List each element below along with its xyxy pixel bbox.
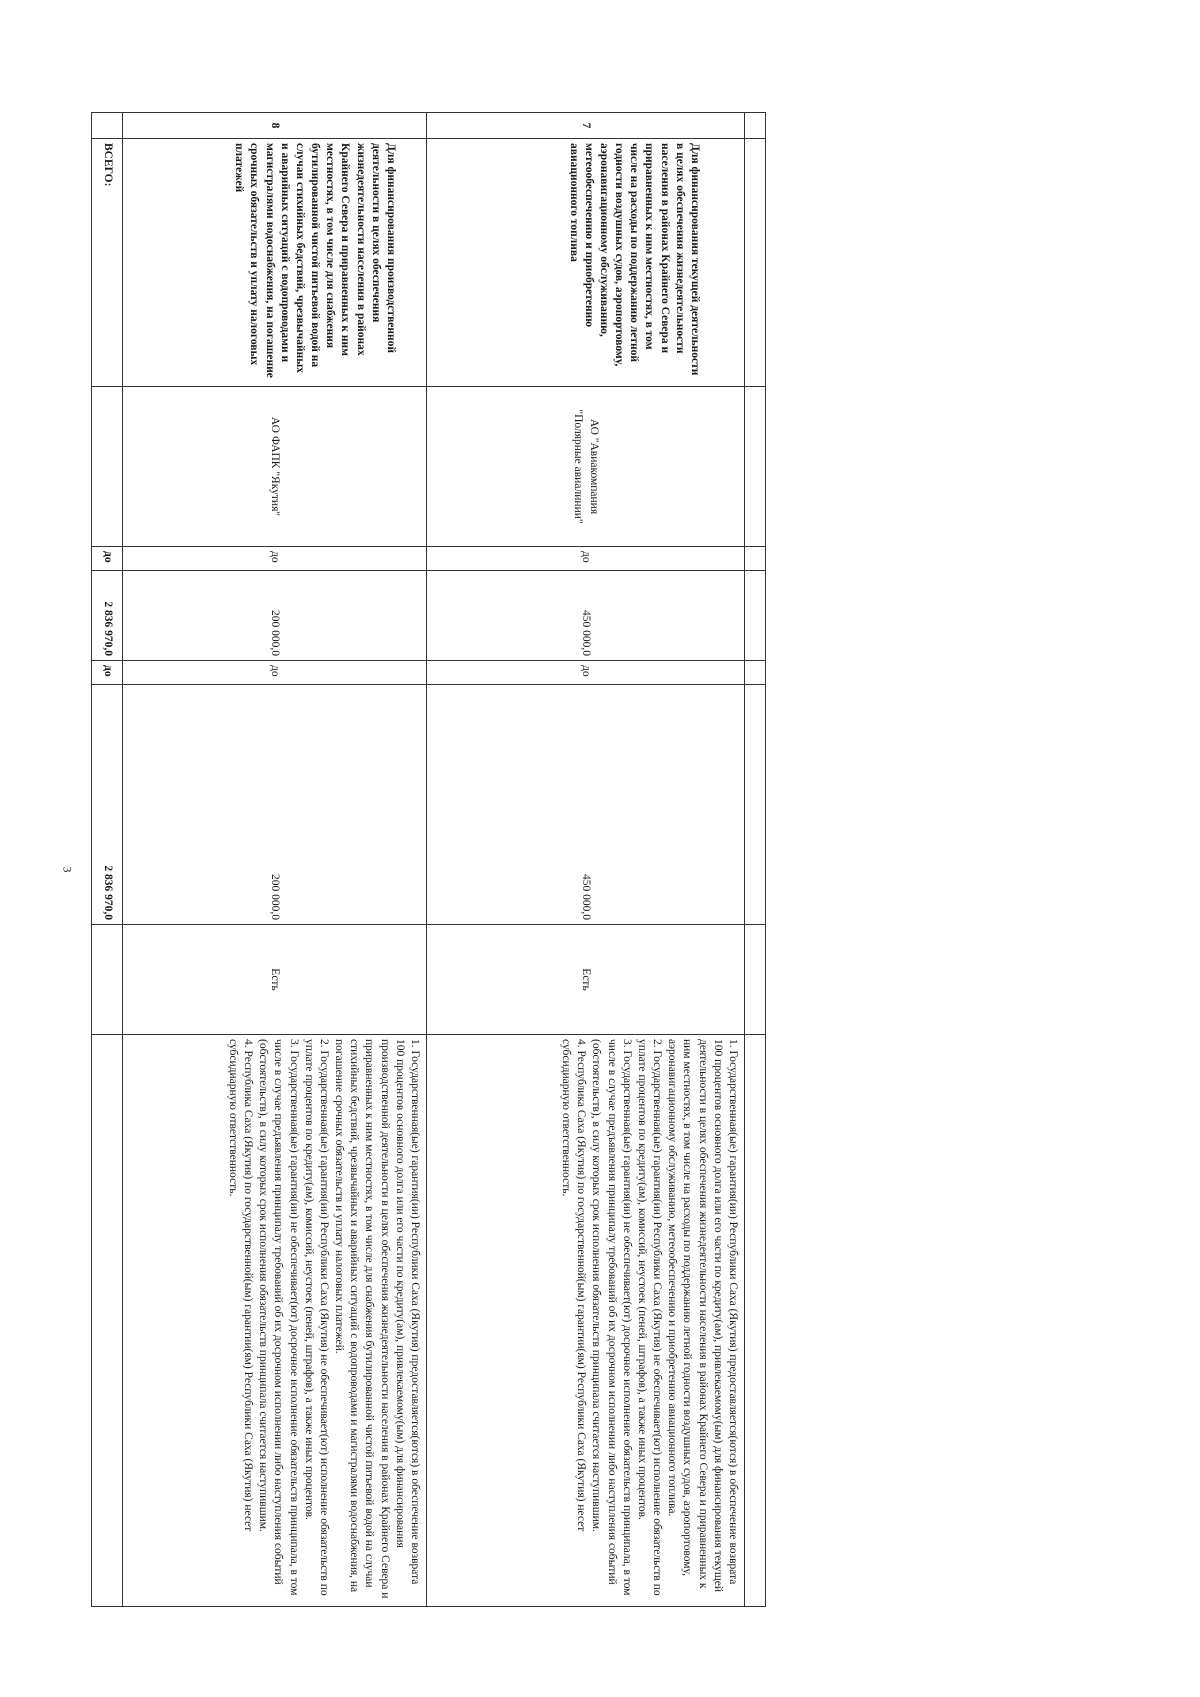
total-guarantee-amount: 450 000,0	[427, 685, 745, 925]
table-row	[123, 113, 427, 1607]
total-blank	[92, 1035, 123, 1607]
total-blank	[92, 113, 123, 139]
header-cell	[745, 661, 766, 685]
recourse-cell: Есть	[123, 925, 427, 1035]
row-number: 7	[427, 113, 745, 139]
recourse-cell: Есть	[427, 925, 745, 1035]
upto-label: до	[92, 547, 123, 571]
condition-item: 4. Республика Саха (Якутия) по государственной(ым) гарантии(ям) Республики Саха (Якутия) несет субсидиарную ответственность.	[226, 1039, 255, 1532]
condition-item: 4. Республика Саха (Якутия) по государственной(ым) гарантии(ям) Республики Саха (Якутия) несет субсидиарную ответственность.	[560, 1039, 588, 1532]
condition-item: 2. Государственная(ые) гарантия(ии) Республики Саха (Якутия) не обеспечивает(ют) исполнение обязательств по уплате процентов по кредиту(ам), комиссий, неустоек (пеней, штрафов), а также иных процентов.	[635, 1039, 664, 1596]
condition-item: 3. Государственная(ые) гарантия(ии) не обеспечивает(ют) досрочное исполнение обязательств принципала, в том числе в случае предъявления принципалу требований об их досрочном исполнении либо наступления событий (обстоятельств), в силу которых срок исполнения обязательств принципала считается наступившим.	[590, 1039, 633, 1596]
total-label: ВСЕГО:	[92, 139, 123, 387]
header-cell	[745, 139, 766, 387]
borrower-cell: АО ФАПК "Якутия"	[123, 387, 427, 547]
purpose-cell: Для финансирования производственной деятельности в целях обеспечения жизнедеятельности населения в районах Крайнего Севера и приравненных к ним местностях, в том числе для снабжения бутилированной чистой питьевой водой на случаи стихийных бедствий, чрезвычайных и аварийных ситуаций с водопроводами и магистралями водоснабжения, на погашение срочных обязательств и уплату налоговых платежей	[123, 139, 427, 387]
total-blank	[92, 387, 123, 547]
upto-label: до	[123, 547, 427, 571]
conditions-cell	[123, 1035, 427, 1607]
condition-item: 3. Государственная(ые) гарантия(ии) не обеспечивает(ют) досрочное исполнение обязательств принципала, в том числе в случае предъявления принципалу требований об их досрочном исполнении либо наступления событий (обстоятельств), в силу которых срок исполнения обязательств принципала считается наступившим.	[257, 1039, 300, 1596]
upto-label: до	[427, 547, 745, 571]
total-amount: 2 836 970,0	[92, 571, 123, 661]
total-blank	[92, 925, 123, 1035]
header-cell	[745, 1035, 766, 1607]
page-number: 3	[60, 866, 75, 873]
purpose-cell: Для финансирования текущей деятельности в целях обеспечения жизнедеятельности населения в районах Крайнего Севера и приравненных к ним местностях, в том числе на расходы по поддержанию летной годности воздушных судов, аэропортовому, аэронавигационному обслуживанию, метеообеспечению и приобретению авиационного топлива	[427, 139, 745, 387]
header-cell	[745, 113, 766, 139]
upto-label: до	[427, 661, 745, 685]
conditions-cell	[427, 1035, 745, 1607]
table-header-stub	[745, 113, 766, 1607]
header-cell	[745, 571, 766, 661]
condition-item: 2. Государственная(ые) гарантия(ии) Республики Саха (Якутия) не обеспечивает(ют) исполнение обязательств по уплате процентов по кредиту(ам), комиссий, неустоек (пеней, штрафов), а также иных процентов.	[302, 1039, 330, 1596]
total-guarantee-sum: 2 836 970,0	[92, 685, 123, 925]
condition-item: 1. Государственная(ые) гарантия(ии) Республики Саха (Якутия) предоставляется(ются) в обеспечение возврата 100 процентов основного долга или его части по кредиту(ам), привлекаемому(ым) для финансирования текущей деятельности в целях обеспечения жизнедеятельности населения в районах Крайнего Севера и приравненных к ним местностях, в том числе на расходы по поддержанию летной годности воздушных судов, аэропортовому, аэронавигационному обслуживанию, метеообеспечению и приобретению авиационного топлива.	[666, 1039, 739, 1593]
condition-item: 1. Государственная(ые) гарантия(ии) Республики Саха (Якутия) предоставляется(ются) в обеспечение возврата 100 процентов основного долга или его части по кредиту(ам), привлекаемому(ым) для финансирования производственной деятельности в целях обеспечения жизнедеятельности населения в районах Крайнего Севера и приравненных к ним местностях, в том числе для снабжения бутилированной чистой питьевой водой на случаи стихийных бедствий, чрезвычайных и аварийных ситуаций с водопроводами и магистралями водоснабжения, на погашение срочных обязательств и уплату налоговых платежей.	[333, 1039, 421, 1599]
rotated-table	[101, 112, 766, 1606]
header-cell	[745, 925, 766, 1035]
rotated-table-wrapper	[101, 112, 766, 1606]
guarantee-amount: 200 000,0	[123, 571, 427, 661]
guarantee-amount: 450 000,0	[427, 571, 745, 661]
header-cell	[745, 685, 766, 925]
table-row	[427, 113, 745, 1607]
header-cell	[745, 387, 766, 547]
header-cell	[745, 547, 766, 571]
guarantee-table	[91, 112, 766, 1607]
total-guarantee-amount: 200 000,0	[123, 685, 427, 925]
row-number: 8	[123, 113, 427, 139]
upto-label: до	[123, 661, 427, 685]
total-row	[92, 113, 123, 1607]
upto-label: до	[92, 661, 123, 685]
borrower-cell: АО "Авиакомпания "Полярные авиалинии"	[427, 387, 745, 547]
